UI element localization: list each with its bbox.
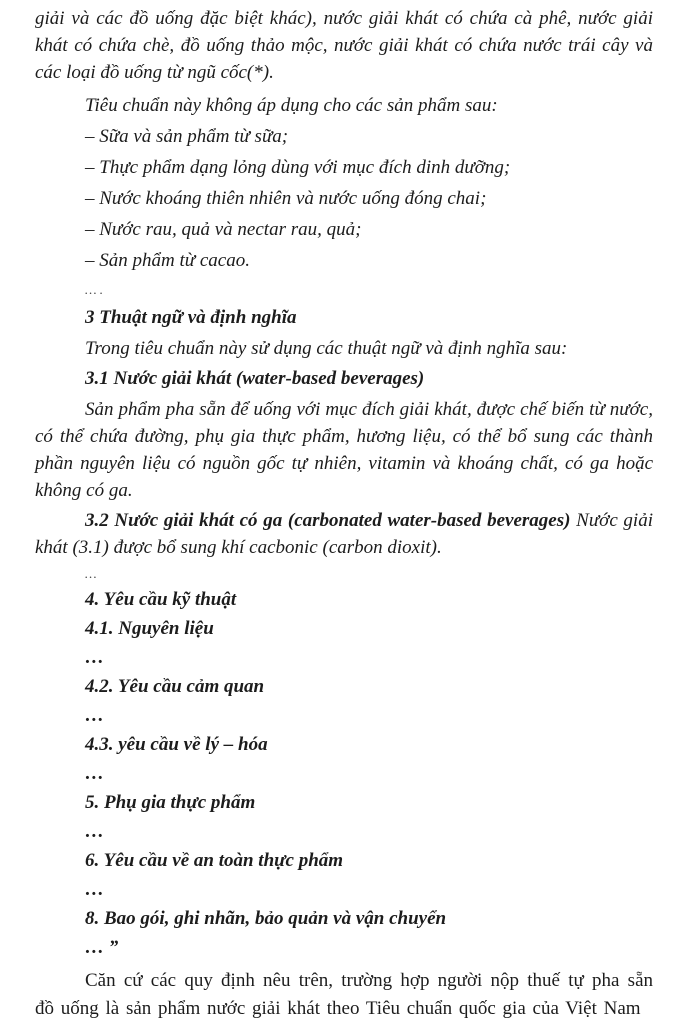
requirements-outline <box>35 587 653 961</box>
ellipsis-marker: … <box>85 566 97 581</box>
outline-heading: 4.1. Nguyên liệu <box>85 618 214 639</box>
outline-heading: 5. Phụ gia thực phẩm <box>85 792 256 813</box>
closing-paragraph: Căn cứ các quy định nêu trên, trường hợp người nộp thuế tự pha sẵn đồ uống là sản phẩm nước giải khát theo Tiêu chuẩn quốc gia của Việt Nam <box>35 970 653 1019</box>
intro-continuation-paragraph: giải và các đồ uống đặc biệt khác), nước giải khát có chứa cà phê, nước giải khát có chứa chè, đồ uống thảo mộc, nước giải khát có chứa nước trái cây và các loại đồ uống từ ngũ cốc(*). <box>35 8 653 83</box>
outline-heading: 8. Bao gói, ghi nhãn, bảo quản và vận chuyển <box>85 908 447 929</box>
list-item: – Thực phẩm dạng lỏng dùng với mục đích dinh dưỡng; <box>85 157 511 178</box>
section-3-1-heading: 3.1 Nước giải khát (water-based beverages) <box>85 368 425 389</box>
outline-closing-quote: … ” <box>85 937 119 958</box>
outline-heading: 6. Yêu cầu về an toàn thực phẩm <box>85 850 344 871</box>
scope-note: Tiêu chuẩn này không áp dụng cho các sản phẩm sau: <box>85 95 498 116</box>
outline-heading: 4. Yêu cầu kỹ thuật <box>85 589 237 610</box>
section-3-2-heading: 3.2 Nước giải khát có ga (carbonated water-based beverages) <box>85 510 571 531</box>
outline-ellipsis: … <box>85 879 104 900</box>
excluded-products-list <box>35 123 653 274</box>
outline-ellipsis: … <box>85 705 104 726</box>
outline-ellipsis: … <box>85 821 104 842</box>
section-3-intro: Trong tiêu chuẩn này sử dụng các thuật ngữ và định nghĩa sau: <box>85 338 568 359</box>
list-item: – Sữa và sản phẩm từ sữa; <box>85 126 289 147</box>
outline-ellipsis: … <box>85 647 104 668</box>
section-3-1-body: Sản phẩm pha sẵn để uống với mục đích giải khát, được chế biến từ nước, có thể chứa đường, phụ gia thực phẩm, hương liệu, có thể bổ sung các thành phần nguyên liệu có nguồn gốc tự nhiên, vitamin và khoáng chất, có ga hoặc không có ga. <box>35 399 653 501</box>
section-3-2-paragraph <box>35 507 653 561</box>
section-3-2-body: Nước giải khát (3.1) được bổ sung khí cacbonic (carbon dioxit). <box>35 510 653 558</box>
outline-ellipsis: … <box>85 763 104 784</box>
list-item: – Nước khoáng thiên nhiên và nước uống đóng chai; <box>85 188 487 209</box>
section-3-heading: 3 Thuật ngữ và định nghĩa <box>85 307 297 328</box>
outline-heading: 4.2. Yêu cầu cảm quan <box>85 676 265 697</box>
list-item: – Sản phẩm từ cacao. <box>85 250 250 271</box>
ellipsis-marker: … . <box>85 282 104 297</box>
outline-heading: 4.3. yêu cầu về lý – hóa <box>85 734 268 755</box>
list-item: – Nước rau, quả và nectar rau, quả; <box>85 219 362 240</box>
